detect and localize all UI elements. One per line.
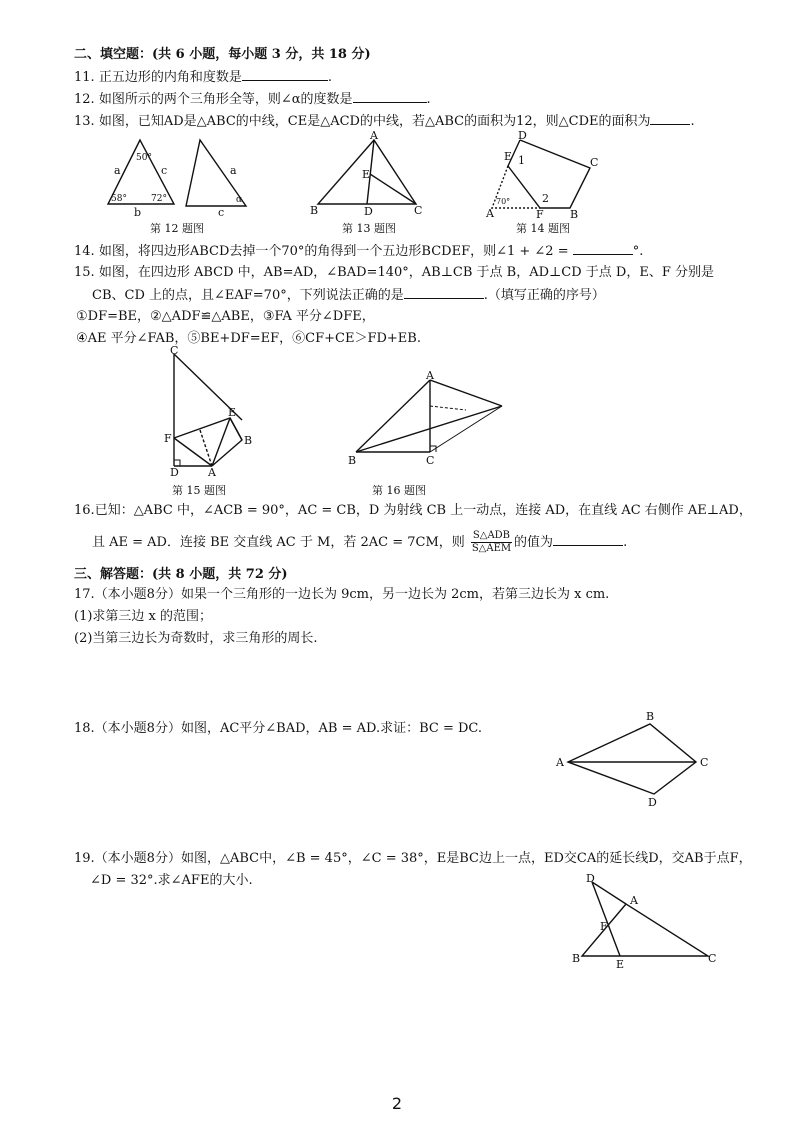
- q16-tail: .: [623, 535, 628, 550]
- fig15-label-b: B: [244, 434, 253, 447]
- q15-line2-text: CB、CD 上的点，且∠EAF=70°，下列说法正确的是: [92, 288, 404, 303]
- fig13-median-ce: [370, 174, 416, 204]
- q11-answer-blank[interactable]: [242, 68, 328, 81]
- q15-line1-text: 如图，在四边形 ABCD 中，AB=AD，∠BAD=140°，AB⊥CB 于点 B，AD⊥CD 于点 D，E、F 分别是: [98, 265, 714, 280]
- fig14-label-b: B: [570, 208, 579, 220]
- fig19-label-b: B: [572, 952, 581, 965]
- q11-text: 正五边形的内角和度数是: [98, 70, 242, 85]
- q16-line2-tail: 的值为: [514, 535, 554, 550]
- q16-num: 16.: [74, 503, 95, 518]
- fig12-left-top-angle: 50°: [136, 153, 152, 163]
- fig16-label-c: C: [426, 454, 435, 467]
- fig16-side-ae: [430, 380, 502, 406]
- q15-line4: ④AE 平分∠FAB，⑤BE+DF=EF，⑥CF+CE＞FD+EB.: [76, 331, 421, 346]
- figure-15: [160, 346, 270, 478]
- fig12-caption: 第 12 题图: [150, 222, 204, 235]
- fig13-label-d: D: [364, 205, 373, 218]
- figure-12: [100, 134, 260, 220]
- fig12-right-c: c: [218, 206, 225, 219]
- fig12-left-right-angle: 72°: [151, 194, 167, 204]
- fig13-label-b: B: [310, 204, 319, 217]
- q15-line2: [92, 286, 605, 305]
- fig19-ca-extension: [592, 882, 626, 904]
- figure-19: [566, 872, 726, 968]
- fig14-label-a: A: [486, 207, 494, 220]
- fig15-fe: [174, 418, 242, 440]
- fig12-left-b: b: [134, 206, 142, 219]
- fig19-label-c: C: [708, 952, 717, 965]
- q12-num: 12.: [74, 92, 95, 107]
- fig12-left-a: a: [114, 164, 121, 177]
- fig14-angle-2: 2: [542, 192, 549, 205]
- fig14-label-d: D: [518, 130, 527, 142]
- fig14-angle-1: 1: [518, 154, 525, 167]
- fig18-quadrilateral: [568, 724, 696, 794]
- fig15-label-e: E: [228, 406, 237, 419]
- q19-line1: 19.（本小题8分）如图，△ABC中，∠B = 45°，∠C = 38°，E是BC边上一点，ED交CA的延长线D，交AB于点F，: [74, 851, 752, 866]
- q14: [74, 242, 643, 261]
- fig13-label-c: C: [414, 204, 423, 217]
- q15-line1: [74, 264, 714, 282]
- q12-text: 如图所示的两个三角形全等，则∠α的度数是: [98, 92, 353, 107]
- q13-tail: .: [690, 114, 695, 129]
- fig14-label-f: F: [536, 208, 544, 220]
- fig14-label-e: E: [504, 150, 513, 163]
- q17-line1: 17.（本小题8分）如果一个三角形的一边长为 9cm，另一边长为 2cm，若第三边长为 x cm.: [74, 587, 610, 602]
- q16-line2-text: 且 AE = AD．连接 BE 交直线 AC 于 M，若 2AC = 7CM，则: [92, 535, 465, 550]
- fig16-side-de: [430, 406, 502, 452]
- fig15-caption: 第 15 题图: [172, 484, 226, 497]
- fig19-label-f: F: [600, 920, 608, 933]
- q11-num: 11.: [74, 70, 95, 85]
- fig16-side-ab: [356, 380, 430, 452]
- q15-line3: ①DF=BE，②△ADF≌△ABE，③FA 平分∠DFE，: [76, 309, 375, 324]
- fig15-label-f: F: [164, 432, 172, 445]
- fig12-left-left-angle: 58°: [111, 194, 127, 204]
- fig19-line-de: [592, 882, 620, 956]
- fig18-label-a: A: [556, 756, 564, 769]
- fig19-label-d: D: [586, 872, 595, 885]
- fig15-label-a: A: [208, 466, 216, 478]
- fig12-right-alpha: α: [236, 195, 243, 205]
- fig18-label-d: D: [648, 796, 657, 808]
- fig14-pentagon: [508, 140, 590, 208]
- fig16-label-b: B: [348, 454, 357, 467]
- fig16-caption: 第 16 题图: [372, 484, 426, 497]
- fig12-right-a: a: [230, 164, 237, 177]
- fig19-label-a: A: [630, 894, 638, 907]
- q16-answer-blank[interactable]: [553, 533, 623, 546]
- q13-text: 如图，已知AD是△ABC的中线，CE是△ACD的中线，若△ABC的面积为12，则△CDE的面积为: [98, 114, 651, 129]
- fig14-caption: 第 14 题图: [516, 222, 570, 235]
- q11-tail: .: [327, 70, 332, 85]
- fig13-label-e: E: [362, 168, 371, 181]
- fig14-angle-70: 70°: [496, 197, 511, 206]
- fig16-side-be: [356, 406, 502, 452]
- fig12-left-c: c: [161, 164, 168, 177]
- fig14-label-c: C: [590, 156, 599, 169]
- q17-line2: (1)求第三边 x 的范围；: [74, 609, 213, 624]
- q14-tail: °.: [632, 244, 644, 259]
- fig16-label-a: A: [426, 370, 434, 382]
- figure-16: [346, 370, 516, 470]
- fig18-label-b: B: [646, 710, 655, 723]
- page-number: 2: [391, 1094, 403, 1113]
- fig15-label-c: C: [170, 346, 179, 357]
- fig16-dashed: [430, 406, 466, 410]
- q15-line2-tail: .（填写正确的序号）: [483, 288, 605, 303]
- fig19-label-e: E: [616, 958, 625, 968]
- section2-heading: 二、填空题：(共 6 小题，每小题 3 分，共 18 分): [74, 47, 371, 62]
- q13-num: 13.: [74, 114, 95, 129]
- q11: [74, 68, 332, 87]
- fig15-label-d: D: [170, 466, 179, 478]
- q12-answer-blank[interactable]: [353, 90, 427, 103]
- q17-line3: (2)当第三边长为奇数时，求三角形的周长.: [74, 631, 318, 646]
- q12: [74, 90, 431, 109]
- q14-answer-blank[interactable]: [573, 242, 633, 255]
- q13: [74, 112, 695, 131]
- q13-answer-blank[interactable]: [650, 112, 690, 125]
- fig15-dashed: [200, 430, 212, 466]
- q14-num: 14.: [74, 244, 95, 259]
- q16-line1-text: 已知：△ABC 中，∠ACB = 90°，AC = CB，D 为射线 CB 上一动点，连接 AD，在直线 AC 右侧作 AE⊥AD，: [94, 503, 752, 518]
- figure-18: [550, 708, 720, 808]
- q16-fraction: [471, 530, 512, 555]
- q14-text: 如图，将四边形ABCD去掉一个70°的角得到一个五边形BCDEF，则∠1 + ∠2 =: [98, 244, 569, 259]
- q16-line2: [92, 530, 627, 555]
- q19-line2: ∠D = 32°.求∠AFE的大小.: [90, 873, 253, 888]
- q18-text: 18.（本小题8分）如图，AC平分∠BAD，AB = AD.求证：BC = DC.: [74, 721, 483, 736]
- figure-13: [304, 130, 434, 220]
- figure-14: [478, 130, 608, 220]
- section3-heading: 三、解答题：(共 8 小题，共 72 分): [74, 567, 288, 582]
- q16-fraction-denominator: S△AEM: [471, 543, 512, 554]
- q15-num: 15.: [74, 265, 95, 280]
- fig13-label-a: A: [370, 130, 378, 142]
- q16-line1: [74, 502, 752, 520]
- fig13-caption: 第 13 题图: [342, 222, 396, 235]
- fig18-label-c: C: [700, 756, 709, 769]
- q15-answer-blank[interactable]: [404, 286, 484, 299]
- q12-tail: .: [426, 92, 431, 107]
- q16-fraction-numerator: S△ADB: [472, 530, 511, 541]
